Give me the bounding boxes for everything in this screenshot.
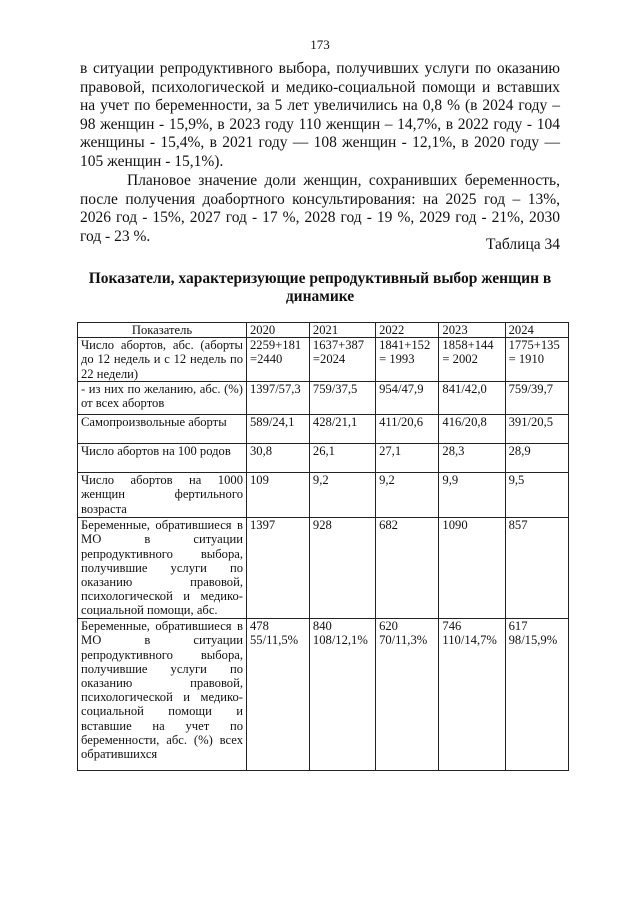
table-header-row [78, 323, 569, 338]
value-cell: 682 [376, 518, 439, 619]
table-row [78, 473, 569, 518]
value-cell: 1841+152 = 1993 [376, 338, 439, 382]
table-row [78, 338, 569, 382]
paragraph: Плановое значение доли женщин, сохранивших беременность, после получения доабортного консультирования: на 2025 год – 13%, 2026 год - 15%, 2027 год - 17 %, 2028 год - 19 %, 2029 год - 21%, 2030 год - 23 %. [80, 172, 560, 245]
value-cell: 746 110/14,7% [439, 619, 505, 771]
table-row [78, 619, 569, 771]
table-title: Показатели, характеризующие репродуктивный выбор женщин в динамике [88, 270, 552, 305]
value-cell: 28,9 [505, 444, 568, 473]
value-cell: 478 55/11,5% [247, 619, 310, 771]
row-label-cell: Число абортов на 100 родов [78, 444, 247, 473]
value-cell: 30,8 [247, 444, 310, 473]
value-cell: 9,9 [439, 473, 505, 518]
value-cell: 841/42,0 [439, 382, 505, 415]
value-cell: 2023 [439, 323, 505, 338]
value-cell: 1858+144 = 2002 [439, 338, 505, 382]
value-cell: 759/37,5 [309, 382, 375, 415]
value-cell: 411/20,6 [376, 415, 439, 444]
row-label-cell: Беременные, обратившиеся в МО в ситуации репродуктивного выбора, получившие услуги по оказанию правовой, психологической и медико-социальной помощи и вставшие на учет по беременности, абс. (%) всех обратившихся [78, 619, 247, 771]
row-label-cell: Самопроизвольные аборты [78, 415, 247, 444]
table-row [78, 415, 569, 444]
value-cell: 1090 [439, 518, 505, 619]
row-label-cell: Число абортов, абс. (аборты до 12 недель и с 12 недель по 22 недели) [78, 338, 247, 382]
value-cell: 1637+387 =2024 [309, 338, 375, 382]
table-row [78, 382, 569, 415]
paragraph: в ситуации репродуктивного выбора, получивших услуги по оказанию правовой, психологической и медико-социальной помощи и вставших на учет по беременности, за 5 лет увеличились на 0,8 % (в 2024 году – 98 женщин - 15,9%, в 2023 году 110 женщин – 14,7%, в 2022 году - 104 женщины - 15,4%, в 2021 году — 108 женщин - 12,1%, в 2020 году — 105 женщин - 15,1%). [80, 60, 560, 170]
row-label-cell: - из них по желанию, абс. (%) от всех абортов [78, 382, 247, 415]
value-cell: 620 70/11,3% [376, 619, 439, 771]
value-cell: 1397 [247, 518, 310, 619]
value-cell: 2024 [505, 323, 568, 338]
value-cell: 428/21,1 [309, 415, 375, 444]
value-cell: 589/24,1 [247, 415, 310, 444]
value-cell: 416/20,8 [439, 415, 505, 444]
value-cell: 9,2 [309, 473, 375, 518]
value-cell: 1397/57,3 [247, 382, 310, 415]
value-cell: 954/47,9 [376, 382, 439, 415]
value-cell: 9,2 [376, 473, 439, 518]
row-label-cell: Беременные, обратившиеся в МО в ситуации репродуктивного выбора, получившие услуги по оказанию правовой, психологической и медико-социальной помощи, абс. [78, 518, 247, 619]
table-row [78, 444, 569, 473]
value-cell: 2020 [247, 323, 310, 338]
value-cell: 928 [309, 518, 375, 619]
value-cell: 857 [505, 518, 568, 619]
value-cell: 1775+135 = 1910 [505, 338, 568, 382]
value-cell: 109 [247, 473, 310, 518]
page-number: 173 [310, 37, 330, 52]
row-label-cell: Показатель [78, 323, 247, 338]
value-cell: 2259+181 =2440 [247, 338, 310, 382]
value-cell: 617 98/15,9% [505, 619, 568, 771]
value-cell: 391/20,5 [505, 415, 568, 444]
table-row [78, 518, 569, 619]
data-table [77, 322, 569, 771]
table-label: Таблица 34 [485, 236, 560, 253]
value-cell: 28,3 [439, 444, 505, 473]
value-cell: 9,5 [505, 473, 568, 518]
value-cell: 26,1 [309, 444, 375, 473]
value-cell: 27,1 [376, 444, 439, 473]
row-label-cell: Число абортов на 1000 женщин фертильного возраста [78, 473, 247, 518]
value-cell: 2021 [309, 323, 375, 338]
value-cell: 2022 [376, 323, 439, 338]
value-cell: 759/39,7 [505, 382, 568, 415]
value-cell: 840 108/12,1% [309, 619, 375, 771]
